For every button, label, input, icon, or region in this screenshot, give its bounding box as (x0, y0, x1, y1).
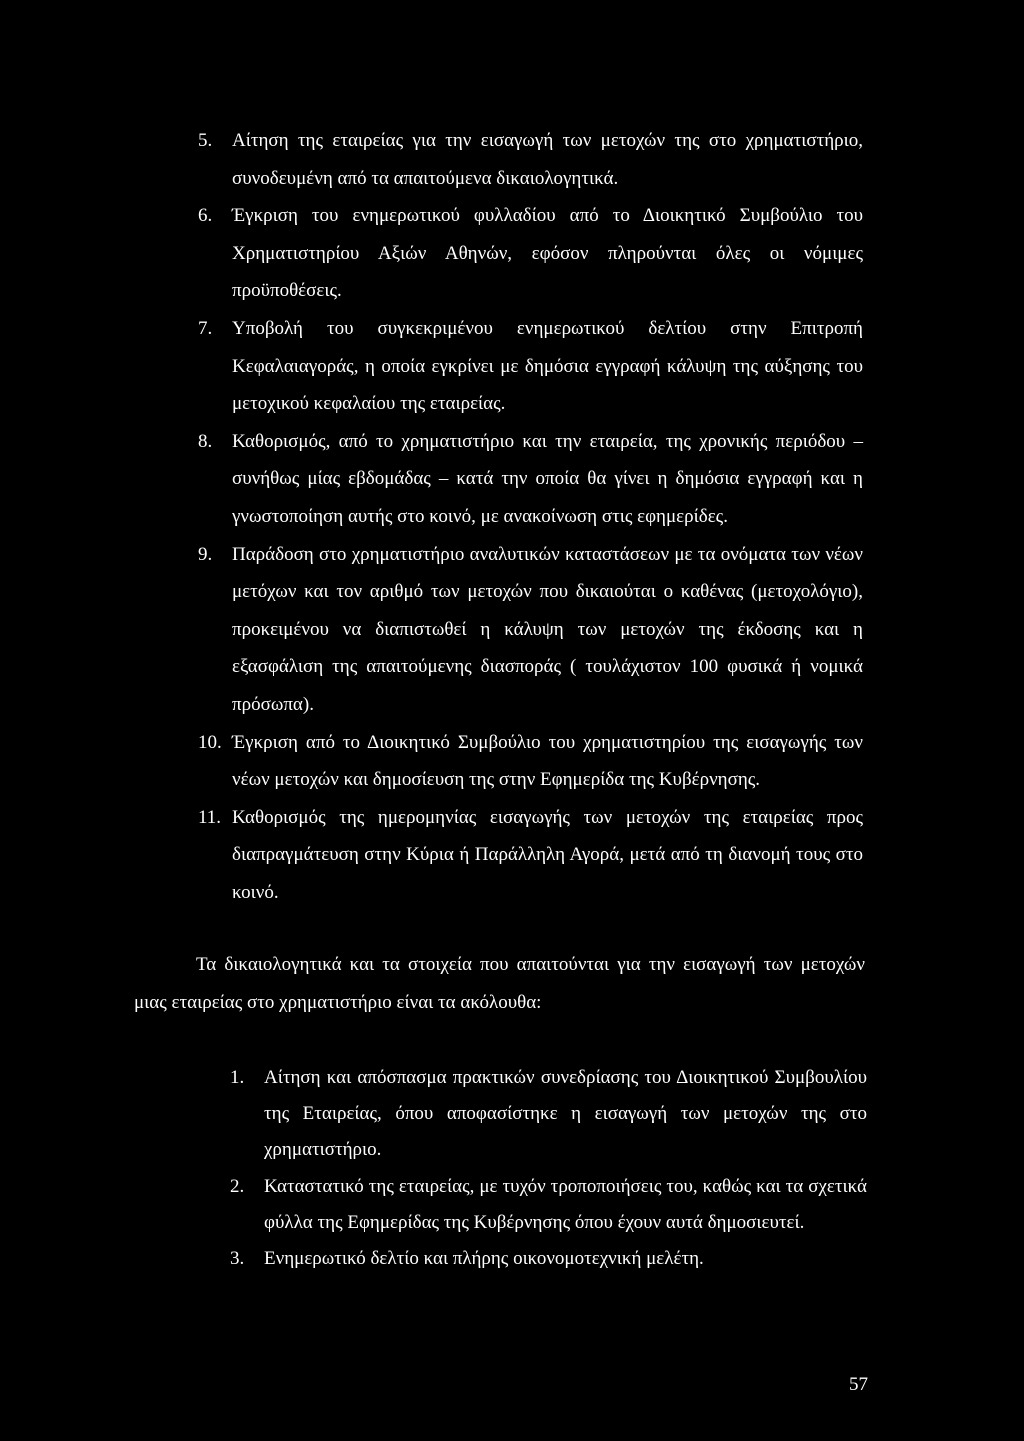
item-text: Αίτηση και απόσπασμα πρακτικών συνεδρίασης του Διοικητικού Συμβουλίου της Εταιρείας, όπου αποφασίστηκε η εισαγωγή των μετοχών της στο χρηματιστήριο. (264, 1067, 867, 1161)
list-item (198, 197, 863, 310)
item-number: 9. (198, 543, 213, 565)
item-text: Ενημερωτικό δελτίο και πλήρης οικονομοτεχνική μελέτη. (264, 1248, 704, 1270)
list-item (198, 122, 863, 197)
item-number: 5. (198, 130, 213, 151)
item-number: 7. (198, 317, 213, 339)
list-item (230, 1241, 867, 1277)
page-number: 57 (849, 1374, 868, 1395)
item-text: Καταστατικό της εταιρείας, με τυχόν τροποποιήσεις του, καθώς και τα σχετικά φύλλα της Εφημερίδας της Κυβέρνησης όπου έχουν αυτά δημοσιευτεί. (264, 1175, 867, 1233)
item-number: 6. (198, 205, 213, 227)
item-text: Αίτηση της εταιρείας για την εισαγωγή των μετοχών της στο χρηματιστήριο, συνοδευμένη από τα απαιτούμενα δικαιολογητικά. (232, 130, 863, 189)
item-text: Παράδοση στο χρηματιστήριο αναλυτικών καταστάσεων με τα ονόματα των νέων μετόχων και τον αριθμό των μετοχών που δικαιούται ο καθένας (μετοχολόγιο), προκειμένου να διαπιστωθεί η κάλυψη των μετοχών της έκδοσης και η εξασφάλιση της απαιτούμενης διασποράς ( τουλάχιστον 100 φυσικά ή νομικά πρόσωπα). (232, 543, 863, 715)
list-item (230, 1169, 867, 1241)
item-text: Καθορισμός της ημερομηνίας εισαγωγής των μετοχών της εταιρείας προς διαπραγμάτευση στην Κύρια ή Παράλληλη Αγορά, μετά από τη διανομή τους στο κοινό. (232, 806, 863, 903)
item-number: 1. (230, 1067, 245, 1088)
item-number: 10. (198, 731, 222, 753)
item-number: 3. (230, 1248, 245, 1270)
item-text: Έγκριση από το Διοικητικό Συμβούλιο του χρηματιστηρίου της εισαγωγής των νέων μετοχών και δημοσίευση της στην Εφημερίδα της Κυβέρνησης. (232, 731, 863, 791)
required-documents-list (230, 1060, 867, 1277)
list-item (198, 799, 863, 912)
item-text: Καθορισμός, από το χρηματιστήριο και την εταιρεία, της χρονικής περιόδου – συνήθως μίας εβδομάδας – κατά την οποία θα γίνει η δημόσια εγγραφή και η γνωστοποίηση αυτής στο κοινό, με ανακοίνωση στις εφημερίδες. (232, 430, 863, 527)
item-number: 2. (230, 1175, 245, 1197)
procedure-steps-list (198, 122, 863, 911)
item-number: 11. (198, 806, 222, 828)
list-item (198, 724, 863, 799)
list-item (198, 310, 863, 423)
list-item (198, 536, 863, 724)
intro-paragraph: Τα δικαιολογητικά και τα στοιχεία που απαιτούνται για την εισαγωγή των μετοχών μιας εταιρείας στο χρηματιστήριο είναι τα ακόλουθα: (134, 954, 865, 1013)
list-item (230, 1060, 867, 1169)
item-text: Έγκριση του ενημερωτικού φυλλαδίου από το Διοικητικό Συμβούλιο του Χρηματιστηρίου Αξιών Αθηνών, εφόσον πληρούνται όλες οι νόμιμες προϋποθέσεις. (232, 205, 863, 302)
item-text: Υποβολή του συγκεκριμένου ενημερωτικού δελτίου στην Επιτροπή Κεφαλαιαγοράς, η οποία εγκρίνει με δημόσια εγγραφή κάλυψη της αύξησης του μετοχικού κεφαλαίου της εταιρείας. (232, 317, 863, 415)
list-item (198, 423, 863, 536)
item-number: 8. (198, 430, 213, 452)
